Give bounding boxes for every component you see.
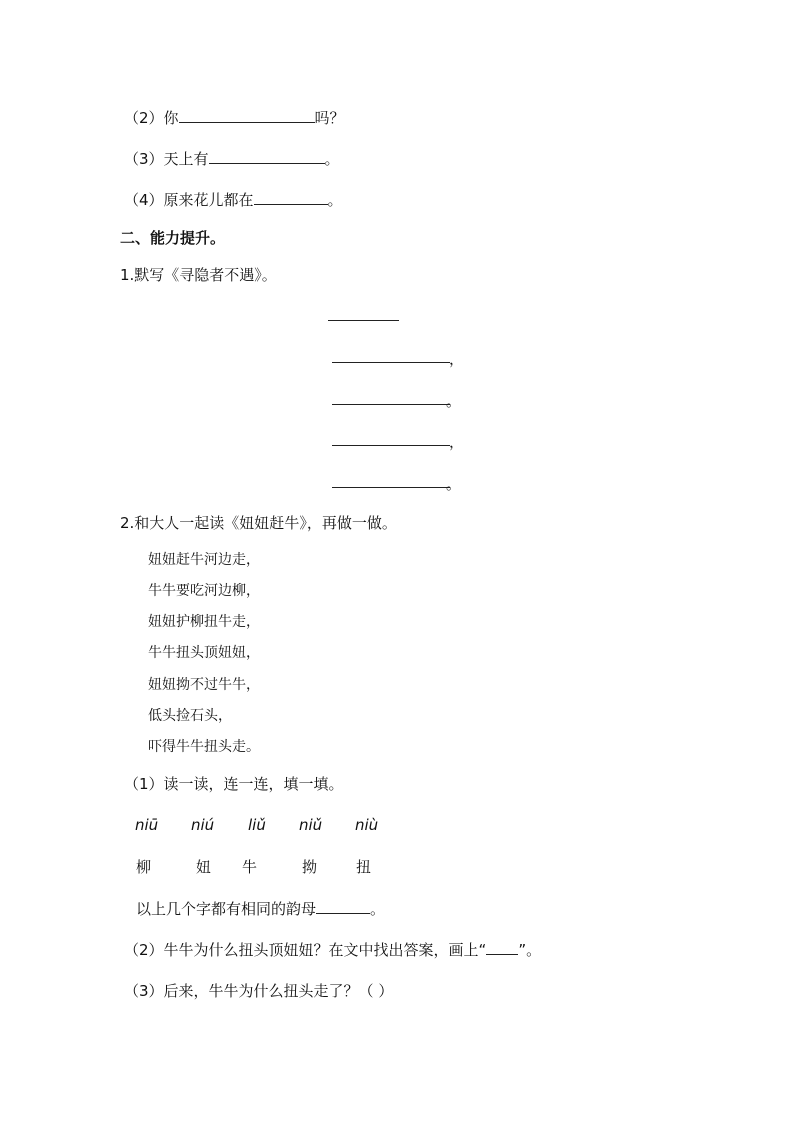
- char-item[interactable]: 牛: [242, 858, 258, 876]
- pinyin-item[interactable]: niù: [355, 816, 379, 834]
- question-2: 2.和大人一起读《妞妞赶牛》，再做一做。: [120, 514, 397, 532]
- poem-line: 低头捡石头，: [148, 708, 232, 724]
- fill-item-4-prefix: （4）原来花儿都在: [124, 191, 254, 209]
- pinyin-item[interactable]: liǔ: [248, 816, 266, 834]
- poem-line-4[interactable]: [332, 487, 450, 488]
- fill-item-3-prefix: （3）天上有: [124, 150, 209, 168]
- pinyin-item[interactable]: niú: [191, 816, 215, 834]
- pinyin-item[interactable]: niǔ: [299, 816, 323, 834]
- sub-question-2: [124, 940, 541, 960]
- sub-question-3: （3）后来，牛牛为什么扭头走了？（ ）: [124, 982, 394, 1000]
- poem-line-2[interactable]: [332, 404, 450, 405]
- fill-item-2: [124, 108, 345, 128]
- char-item[interactable]: 扭: [356, 858, 372, 876]
- poem-line: 牛牛扭头顶妞妞，: [148, 645, 260, 661]
- rhyme-question-prefix: 以上几个字都有相同的韵母: [136, 900, 317, 918]
- question-1: 1.默写《寻隐者不遇》。: [120, 266, 277, 284]
- sub-question-2-prefix: （2）牛牛为什么扭头顶妞妞？在文中找出答案，画上“: [124, 941, 487, 959]
- poem-line-3[interactable]: [332, 445, 450, 446]
- answer-blank[interactable]: [209, 149, 325, 164]
- underline-sample: [486, 940, 518, 955]
- sub-question-1: （1）读一读，连一连，填一填。: [124, 775, 344, 793]
- fill-item-2-prefix: （2）你: [124, 109, 179, 127]
- rhyme-question: [136, 899, 385, 919]
- sub-question-2-suffix: ”。: [518, 941, 542, 959]
- poem-line: 妞妞护柳扭牛走，: [148, 614, 260, 630]
- fill-item-3: [124, 149, 340, 169]
- poem-line: 妞妞赶牛河边走，: [148, 552, 260, 568]
- rhyme-question-suffix: 。: [370, 900, 386, 918]
- poem-line: 妞妞拗不过牛牛，: [148, 677, 260, 693]
- answer-blank[interactable]: [316, 899, 370, 914]
- answer-blank[interactable]: [179, 108, 315, 123]
- poem-line-3-end: ，: [449, 433, 465, 451]
- char-item[interactable]: 柳: [136, 858, 152, 876]
- fill-item-4: [124, 190, 343, 210]
- answer-blank[interactable]: [254, 190, 328, 205]
- poem-line-1[interactable]: [332, 362, 450, 363]
- poem-line-2-end: 。: [446, 392, 462, 410]
- char-item[interactable]: 拗: [302, 858, 318, 876]
- fill-item-3-suffix: 。: [324, 150, 340, 168]
- poem-line-4-end: 。: [446, 475, 462, 493]
- char-item[interactable]: 妞: [196, 858, 212, 876]
- poem-line-1-end: ，: [449, 350, 465, 368]
- poem-line: 牛牛要吃河边柳，: [148, 583, 260, 599]
- section-heading: 二、能力提升。: [120, 229, 226, 247]
- pinyin-item[interactable]: niū: [135, 816, 159, 834]
- fill-item-2-suffix: 吗？: [314, 109, 345, 127]
- poem-title-line[interactable]: [328, 320, 399, 321]
- fill-item-4-suffix: 。: [327, 191, 343, 209]
- poem-line: 吓得牛牛扭头走。: [148, 739, 260, 755]
